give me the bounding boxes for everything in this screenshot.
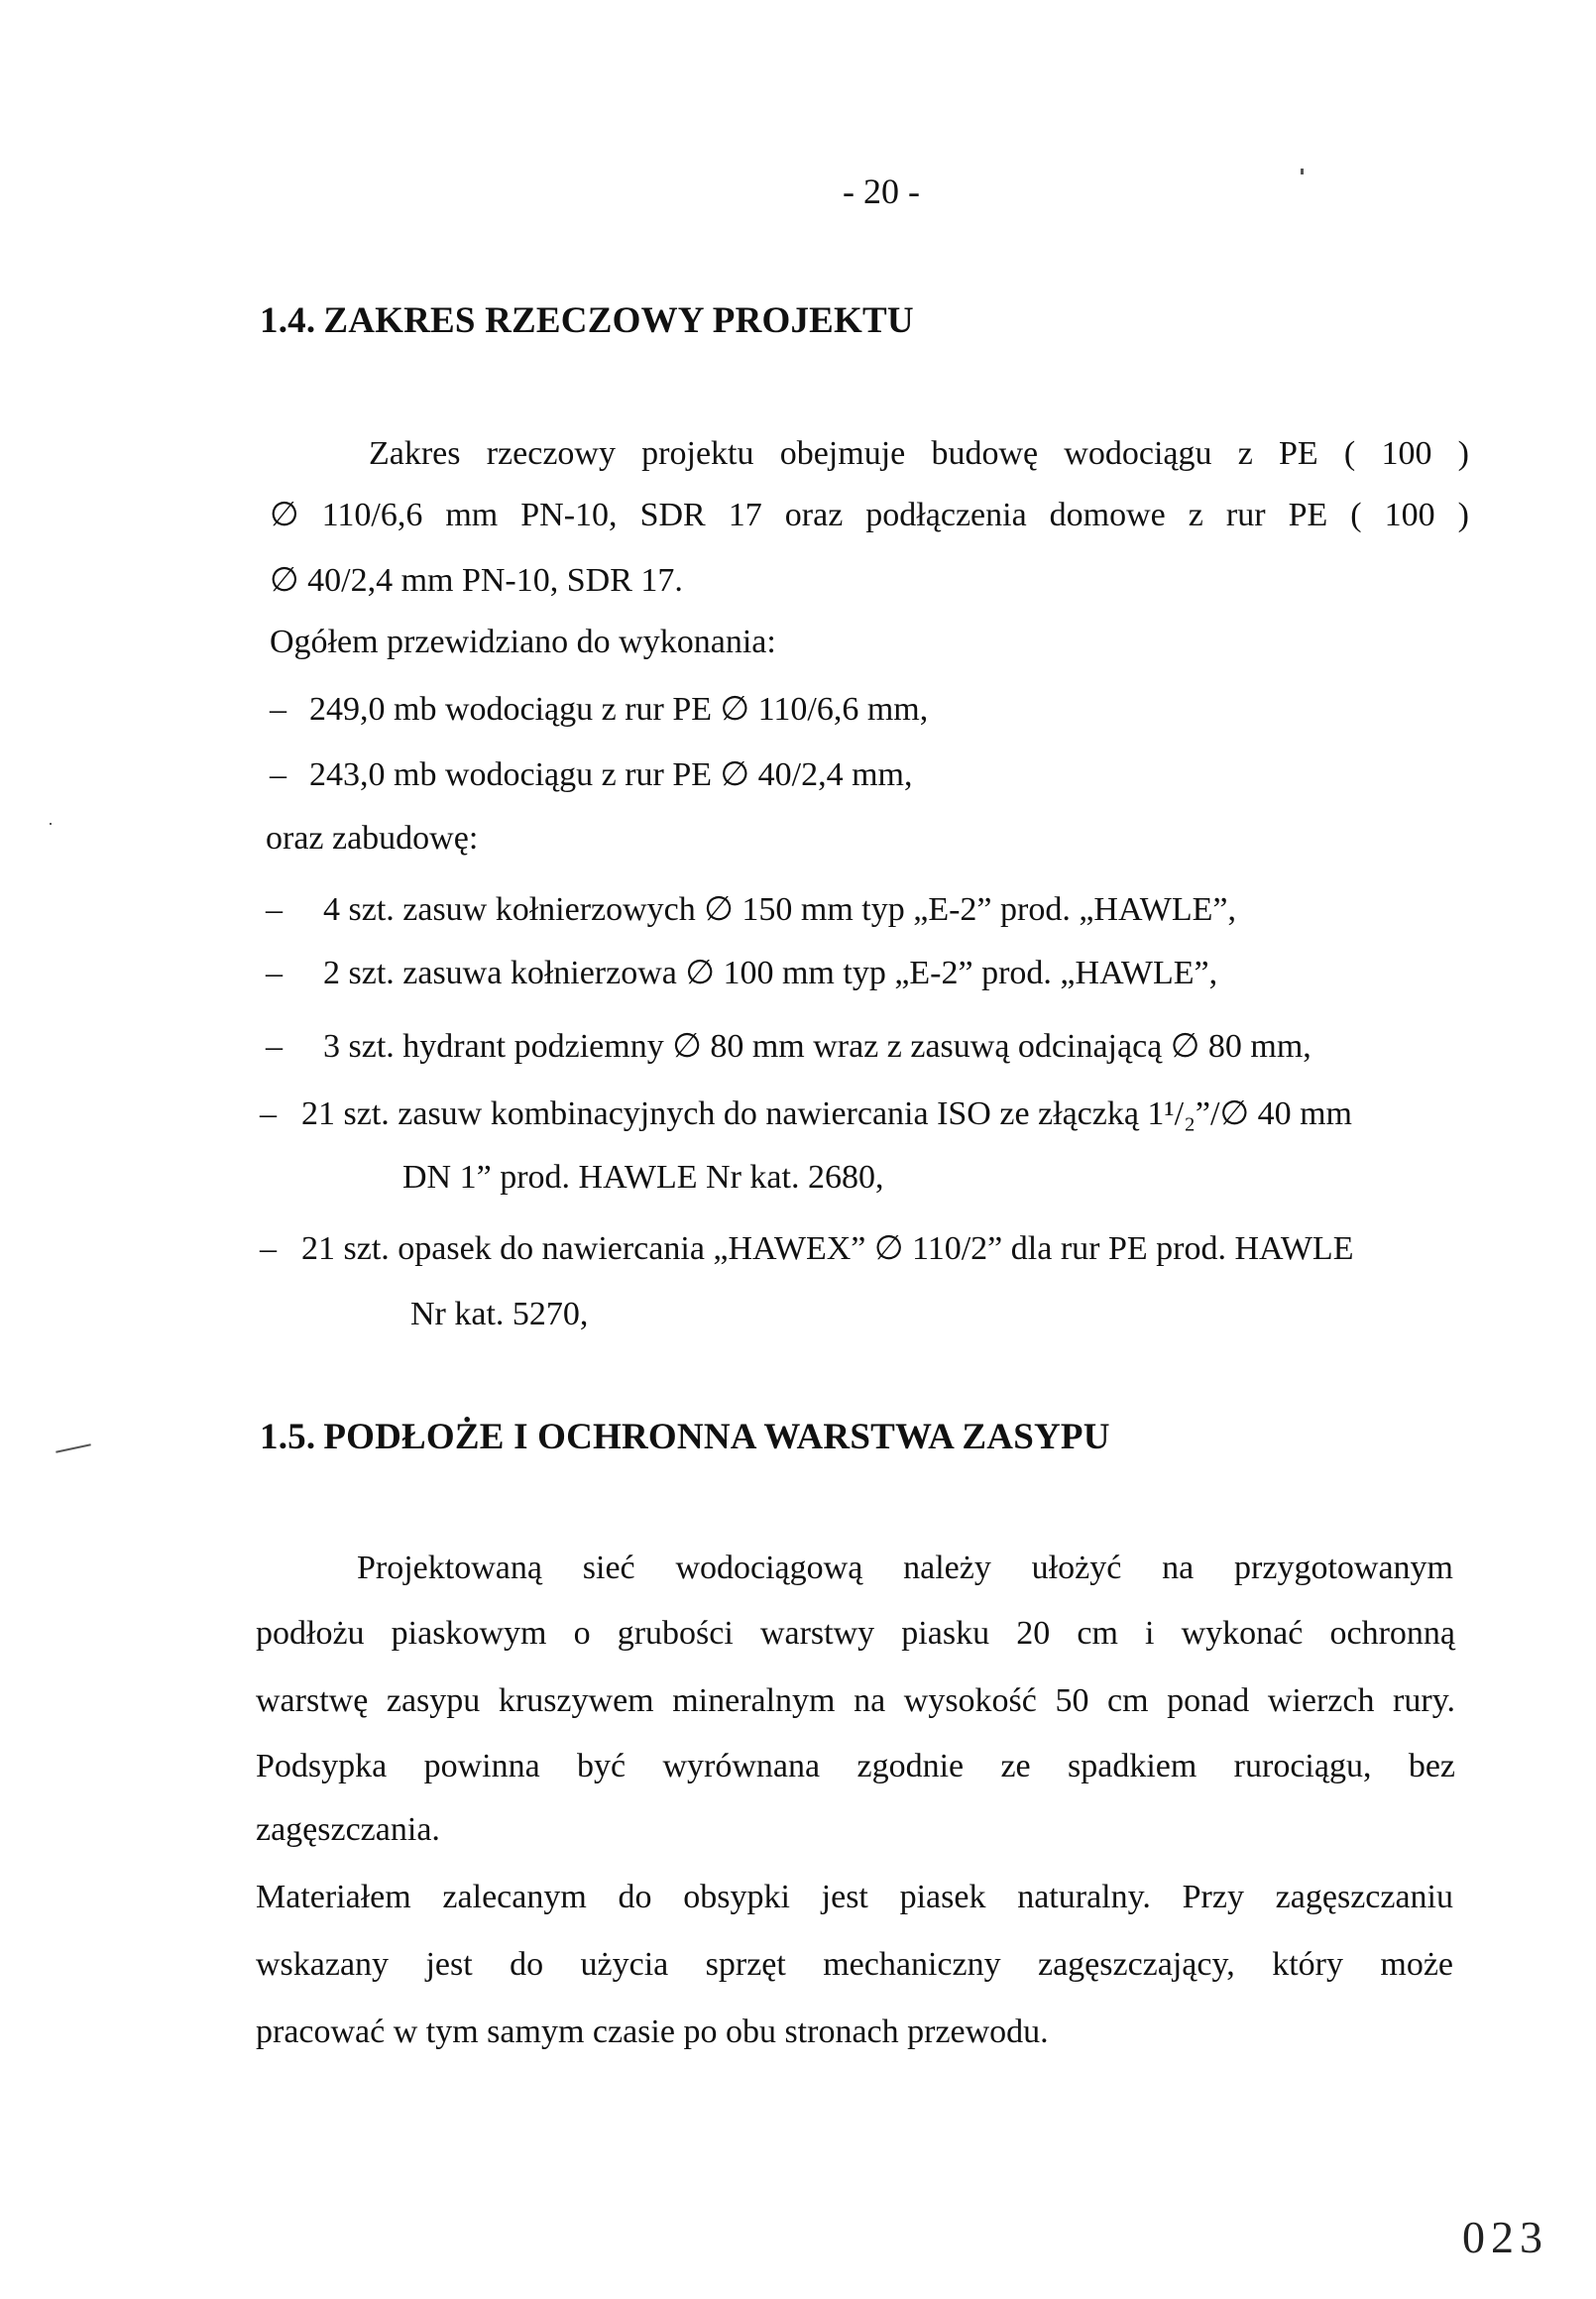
section-title: PODŁOŻE I OCHRONNA WARSTWA ZASYPU <box>323 1417 1110 1457</box>
list-item <box>260 1229 1353 1270</box>
paragraph-line: ∅ 110/6,6 mm PN-10, SDR 17 oraz podłączenia domowe z rur PE ( 100 ) <box>270 497 1469 533</box>
dash-marker: – <box>266 1028 283 1065</box>
list-item-continuation: DN 1” prod. HAWLE Nr kat. 2680, <box>402 1159 884 1196</box>
section-number: 1.5. <box>260 1417 316 1457</box>
paragraph-line: warstwę zasypu kruszywem mineralnym na wysokość 50 cm ponad wierzch rury. <box>256 1682 1455 1719</box>
list-item-text: 3 szt. hydrant podziemny ∅ 80 mm wraz z zasuwą odcinającą ∅ 80 mm, <box>323 1028 1311 1065</box>
paragraph-line: zagęszczania. <box>256 1811 440 1848</box>
dash-marker: – <box>260 1230 277 1267</box>
dash-marker: – <box>270 691 286 728</box>
section-title: ZAKRES RZECZOWY PROJEKTU <box>323 300 914 341</box>
list-item-text: 243,0 mb wodociągu z rur PE ∅ 40/2,4 mm, <box>309 756 913 793</box>
list-item-text: 21 szt. opasek do nawiercania „HAWEX” ∅ 110/2” dla rur PE prod. HAWLE <box>301 1230 1354 1267</box>
list-item <box>266 890 1236 931</box>
paragraph-line: Materiałem zalecanym do obsypki jest piasek naturalny. Przy zagęszczaniu <box>256 1879 1453 1915</box>
paragraph-line: Projektowaną sieć wodociągową należy ułożyć na przygotowanym <box>357 1550 1453 1586</box>
dash-marker: – <box>270 756 286 793</box>
list-item <box>260 1094 1352 1135</box>
paragraph-line: podłożu piaskowym o grubości warstwy piasku 20 cm i wykonać ochronną <box>256 1615 1455 1652</box>
intro-line: Ogółem przewidziano do wykonania: <box>270 624 776 660</box>
paragraph-line: pracować w tym samym czasie po obu stronach przewodu. <box>256 2013 1049 2050</box>
section-heading-1-5 <box>260 1416 1110 1458</box>
list-item-text: 21 szt. zasuw kombinacyjnych do nawiercania ISO ze złączką 1¹/₂”/∅ 40 mm <box>301 1095 1352 1132</box>
paragraph-line: Zakres rzeczowy projektu obejmuje budowę wodociągu z PE ( 100 ) <box>369 435 1469 472</box>
list-item <box>266 954 1217 994</box>
scan-speck <box>56 1443 91 1452</box>
paragraph-line: wskazany jest do użycia sprzęt mechaniczny zagęszczający, który może <box>256 1946 1453 1983</box>
paragraph-line: Podsypka powinna być wyrównana zgodnie ze spadkiem rurociągu, bez <box>256 1748 1455 1784</box>
list-item-text: 4 szt. zasuw kołnierzowych ∅ 150 mm typ „E-2” prod. „HAWLE”, <box>323 891 1237 928</box>
page-number: - 20 - <box>843 172 920 211</box>
section-number: 1.4. <box>260 300 316 341</box>
list-item <box>270 755 913 796</box>
dash-marker: – <box>266 891 283 928</box>
dash-marker: – <box>260 1095 277 1132</box>
dash-marker: – <box>266 955 283 991</box>
page-stamp-number: 023 <box>1462 2212 1548 2262</box>
section-heading-1-4 <box>260 299 914 342</box>
plus-line: oraz zabudowę: <box>266 820 479 857</box>
list-item-continuation: Nr kat. 5270, <box>410 1296 589 1332</box>
list-item-text: 2 szt. zasuwa kołnierzowa ∅ 100 mm typ „E-2” prod. „HAWLE”, <box>323 955 1218 991</box>
paragraph-line: ∅ 40/2,4 mm PN-10, SDR 17. <box>270 562 683 599</box>
list-item <box>270 690 928 731</box>
scan-speck <box>50 823 52 825</box>
list-item-text: 249,0 mb wodociągu z rur PE ∅ 110/6,6 mm, <box>309 691 929 728</box>
list-item <box>266 1027 1311 1068</box>
scan-speck <box>1301 169 1304 174</box>
